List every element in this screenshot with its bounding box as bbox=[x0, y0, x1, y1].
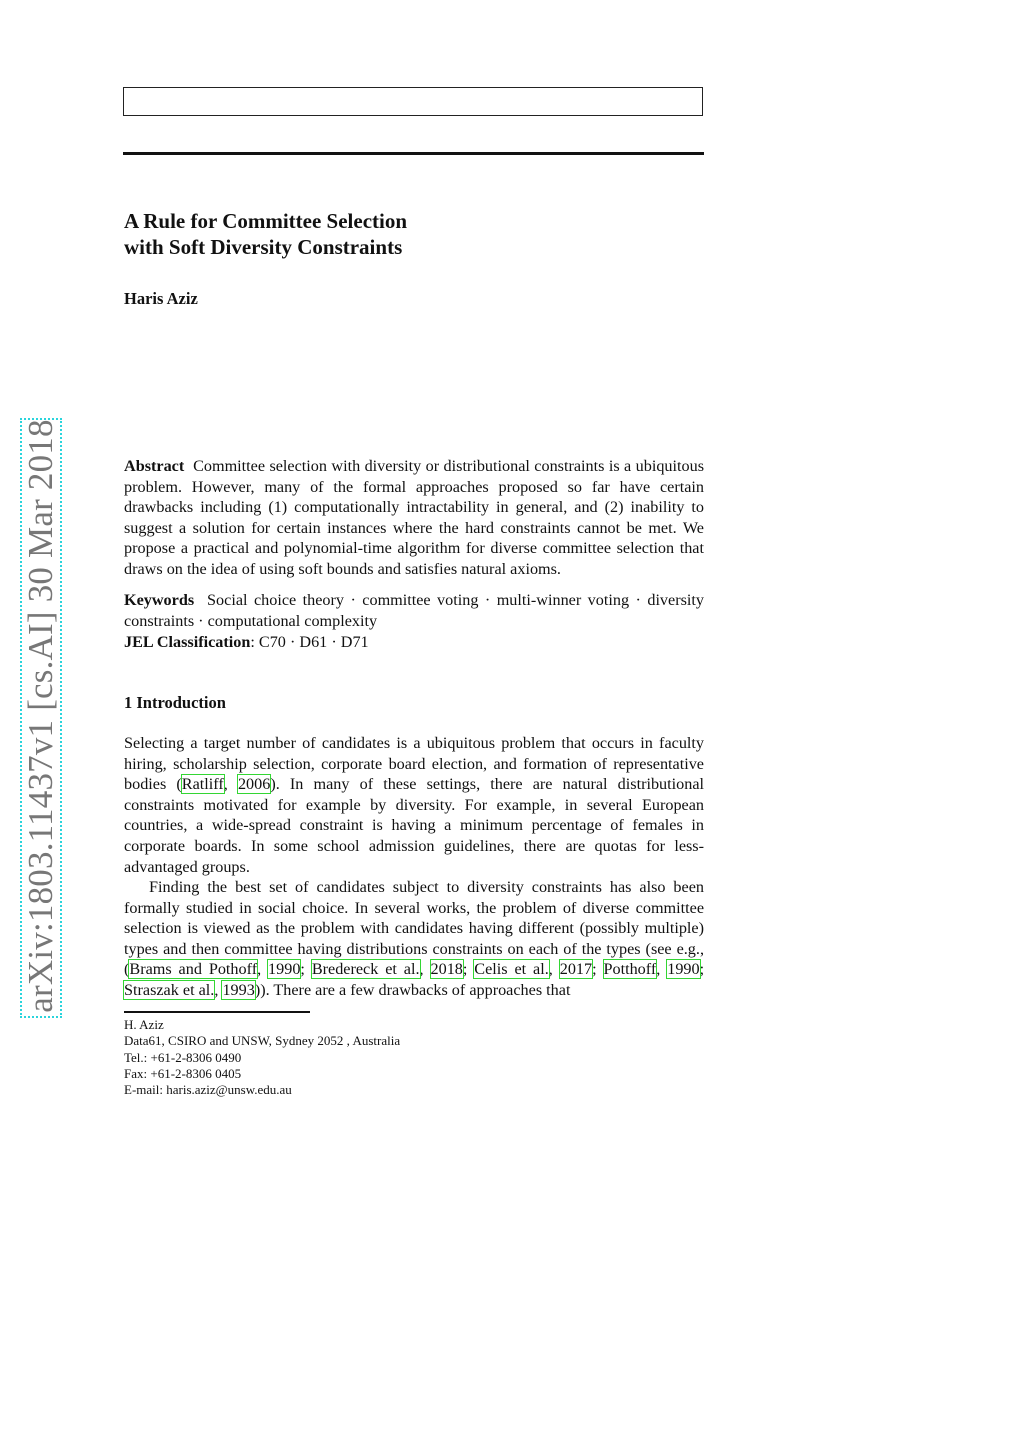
citation-link[interactable]: 1990 bbox=[268, 960, 301, 979]
author-footnote bbox=[124, 1017, 400, 1098]
citation-link[interactable]: 2006 bbox=[237, 775, 271, 794]
abstract bbox=[124, 456, 704, 580]
intro-paragraph-1 bbox=[124, 733, 704, 877]
citation-separator: ; bbox=[699, 960, 705, 979]
citation-separator: , bbox=[257, 960, 269, 979]
citation-link[interactable]: Celis et al. bbox=[474, 960, 549, 979]
paper-title-line-1: A Rule for Committee Selection bbox=[124, 209, 408, 233]
citation-separator: ; bbox=[462, 960, 475, 979]
citation-separator: , bbox=[214, 980, 223, 999]
author-name: Haris Aziz bbox=[124, 289, 198, 308]
citation-separator: ; bbox=[592, 960, 604, 979]
citation-link[interactable]: Straszak et al. bbox=[124, 980, 215, 999]
paper-title bbox=[124, 208, 407, 260]
arxiv-identifier: arXiv:1803.11437v1 [cs.AI] 30 Mar 2018 bbox=[21, 419, 60, 1013]
footnote-rule bbox=[124, 1011, 310, 1013]
citation-link[interactable]: Ratliff bbox=[181, 775, 224, 794]
footnote-fax: Fax: +61-2-8306 0405 bbox=[124, 1065, 242, 1081]
citation-separator: , bbox=[548, 960, 560, 979]
citation-separator: , bbox=[223, 775, 238, 794]
section-heading-introduction: 1 Introduction bbox=[124, 693, 226, 712]
footnote-affiliation: Data61, CSIRO and UNSW, Sydney 2052 , Australia bbox=[124, 1033, 401, 1049]
abstract-text: Committee selection with diversity or distributional constraints is a ubiquitous problem. However, many of the formal approaches proposed so far have certain drawbacks including (1) computationally intractability in general, and (2) inability to suggest a solution for certain instances where the hard constraints cannot be met. We propose a practical and polynomial-time algorithm for diverse committee selection that draws on the idea of using soft bounds and satisfies natural axioms. bbox=[124, 457, 705, 578]
footnote-author-name: H. Aziz bbox=[124, 1017, 164, 1032]
header-rule bbox=[123, 152, 704, 155]
paper-title-line-2: with Soft Diversity Constraints bbox=[124, 235, 403, 259]
citation-link[interactable]: Bredereck et al. bbox=[311, 960, 420, 979]
paragraph-text: )). There are a few drawbacks of approaches that bbox=[254, 980, 571, 999]
footnote-email[interactable]: E-mail: haris.aziz@unsw.edu.au bbox=[124, 1082, 292, 1098]
citation-link[interactable]: 1990 bbox=[667, 960, 700, 979]
keywords-label: Keywords bbox=[124, 591, 195, 609]
footnote-telephone: Tel.: +61-2-8306 0490 bbox=[124, 1049, 242, 1065]
citation-link[interactable]: 2017 bbox=[559, 960, 593, 979]
citation-separator: , bbox=[419, 960, 431, 979]
citation-separator: , bbox=[656, 960, 668, 979]
jel-codes: : C70 · D61 · D71 bbox=[250, 633, 369, 651]
keywords-text: Social choice theory · committee voting · multi-winner voting · diversity constraints · computational complexity bbox=[124, 591, 704, 630]
keywords bbox=[124, 590, 704, 631]
citation-link[interactable]: 1993 bbox=[222, 980, 255, 999]
jel-label: JEL Classification bbox=[124, 633, 251, 651]
paragraph-text: Selecting a target number of candidates is a ubiquitous problem that occurs in faculty hiring, scholarship selection, corporate board election, and formation of representative bodies ( bbox=[124, 734, 704, 794]
jel-classification bbox=[124, 632, 704, 653]
citation-link[interactable]: Brams and Pothoff bbox=[129, 960, 258, 979]
citation-link[interactable]: Potthoff bbox=[603, 960, 657, 979]
intro-paragraph-2 bbox=[124, 877, 704, 1001]
paragraph-text: ). In many of these settings, there are natural distributional constraints motivated for example by diversity. For example, in several European countries, a wide-spread constraint is having a minimum percentage of females in corporate boards. In some school admission guidelines, there are quotas for less-advantaged groups. bbox=[124, 775, 705, 876]
citation-separator: ; bbox=[300, 960, 312, 979]
paragraph-text: Finding the best set of candidates subject to diversity constraints has also been formally studied in social choice. In several works, the problem of diverse committee selection is viewed as the problem with candidates having different (possibly multiple) types and then committee having distributions constraints on each of the types (see e.g., ( bbox=[124, 878, 704, 979]
journal-header-box bbox=[123, 87, 703, 116]
citation-link[interactable]: 2018 bbox=[430, 960, 463, 979]
abstract-label: Abstract bbox=[124, 457, 185, 475]
